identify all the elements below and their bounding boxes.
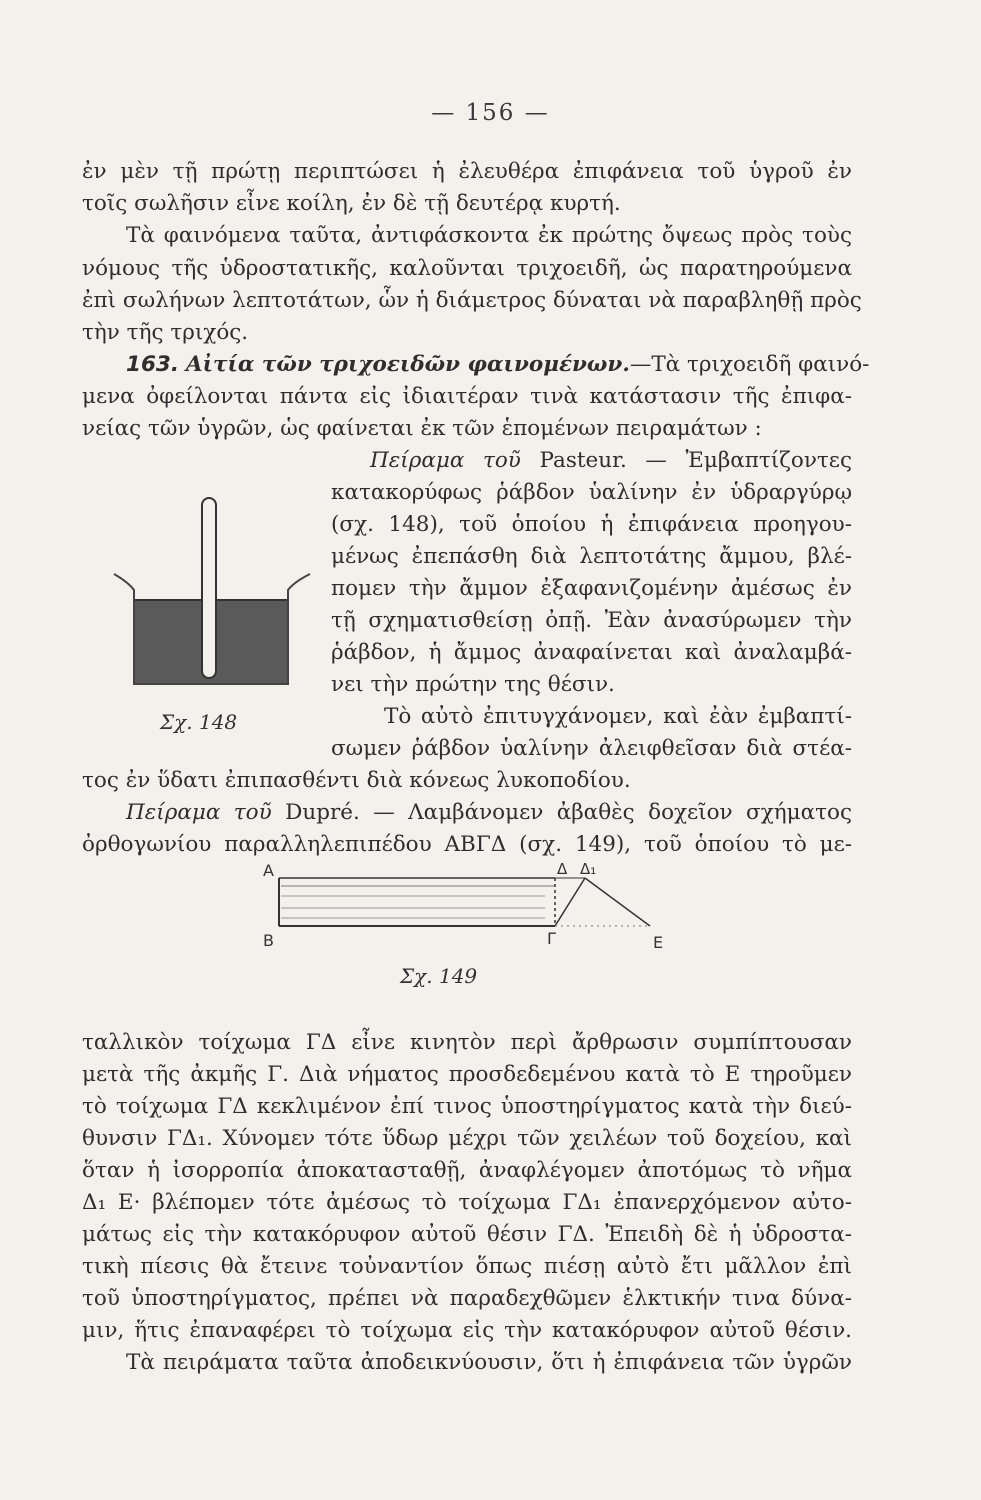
text-line: κατακορύφως ῥάβδον ὑαλίνην ἐν ὑδραργύρῳ — [331, 480, 852, 505]
text-line: Τὰ φαινόμενα ταῦτα, ἀντιφάσκοντα ἐκ πρώτης ὄψεως πρὸς τοὺς — [126, 223, 852, 248]
figure-label-epsilon: Ε — [653, 933, 664, 952]
text-line: ῥάβδον, ἡ ἄμμος ἀναφαίνεται καὶ ἀναλαμβά- — [331, 640, 852, 665]
text-line: νει τὴν πρώτην της θέσιν. — [331, 672, 615, 697]
text-fragment: — Ἐμβαπτίζοντες — [645, 448, 852, 473]
figure-label-b: B — [263, 931, 274, 950]
text-line: θυνσιν ΓΔ₁. Χύνομεν τότε ὕδωρ μέχρι τῶν χειλέων τοῦ δοχείου, καὶ — [82, 1126, 852, 1151]
figure-148-mercury-vessel — [110, 478, 315, 693]
text-line: πομεν τὴν ἄμμον ἐξαφανιζομένην ἀμέσως ἐν — [331, 576, 852, 601]
figure-149-caption: Σχ. 149 — [400, 964, 478, 988]
text-line: Τὸ αὐτὸ ἐπιτυγχάνομεν, καὶ ἐὰν ἐμβαπτί- — [384, 704, 852, 729]
figure-label-delta1: Δ₁ — [580, 862, 597, 878]
text-line: (σχ. 148), τοῦ ὁποίου ἡ ἐπιφάνεια προηγου- — [331, 512, 852, 537]
section-text: —Τὰ τριχοειδῆ φαινό- — [629, 352, 870, 377]
text-line: σωμεν ῥάβδον ὑαλίνην ἀλειφθεῖσαν διὰ στέα- — [331, 736, 852, 761]
section-title: Αἰτία τῶν τριχοειδῶν φαινομένων. — [185, 352, 630, 377]
figure-148-caption: Σχ. 148 — [160, 710, 238, 734]
text-fragment: — Λαμβάνομεν ἀβαθὲς δοχεῖον σχήματος — [373, 800, 852, 825]
text-line: ταλλικὸν τοίχωμα ΓΔ εἶνε κινητὸν περὶ ἄρθρωσιν συμπίπτουσαν — [82, 1030, 852, 1055]
text-line: ὀρθογωνίου παραλληλεπιπέδου ΑΒΓΔ (σχ. 149), τοῦ ὁποίου τὸ με- — [82, 832, 852, 857]
experiment-heading: Πείραμα τοῦ — [126, 800, 272, 825]
text-line: ἐν μὲν τῇ πρώτῃ περιπτώσει ἡ ἐλευθέρα ἐπιφάνεια τοῦ ὑγροῦ ἐν — [82, 159, 852, 184]
text-line: ὅταν ἡ ἰσορροπία ἀποκατασταθῇ, ἀναφλέγομεν ἀποτόμως τὸ νῆμα — [82, 1158, 852, 1183]
text-line — [370, 446, 852, 476]
text-line: νείας τῶν ὑγρῶν, ὡς φαίνεται ἐκ τῶν ἑπομένων πειραμάτων : — [82, 416, 762, 441]
text-line: τοῦ ὑποστηρίγματος, πρέπει νὰ παραδεχθῶμεν ἑλκτικήν τινα δύνα- — [82, 1286, 852, 1311]
figure-label-a: A — [263, 862, 274, 880]
text-line: μετὰ τῆς ἀκμῆς Γ. Διὰ νήματος προσδεδεμένου κατὰ τὸ Ε τηροῦμεν — [82, 1062, 852, 1087]
text-line: τικὴ πίεσις θὰ ἔτεινε τοὐναντίον ὅπως πιέσῃ αὐτὸ ἔτι μᾶλλον ἐπὶ — [82, 1254, 852, 1279]
text-line: μενα ὀφείλονται πάντα εἰς ἰδιαιτέραν τινὰ κατάστασιν τῆς ἐπιφα- — [82, 384, 852, 409]
page-number: — 156 — — [431, 100, 550, 126]
text-line: μάτως εἰς τὴν κατακόρυφον αὐτοῦ θέσιν ΓΔ. Ἐπειδὴ δὲ ἡ ὑδροστα- — [82, 1222, 852, 1247]
text-line: Δ₁ Ε· βλέπομεν τότε ἀμέσως τὸ τοίχωμα ΓΔ₁ ἐπανερχόμενον αὐτο- — [82, 1190, 852, 1215]
text-line: ἐπὶ σωλήνων λεπτοτάτων, ὧν ἡ διάμετρος δύναται νὰ παραβληθῇ πρὸς — [82, 288, 862, 313]
text-line: τοῖς σωλῆσιν εἶνε κοίλη, ἐν δὲ τῇ δευτέρᾳ κυρτή. — [82, 191, 621, 216]
experiment-heading: Πείραμα τοῦ — [370, 448, 521, 473]
text-line: νόμους τῆς ὑδροστατικῆς, καλοῦνται τριχοειδῆ, ὡς παρατηρούμενα — [82, 256, 852, 281]
text-line: τῇ σχηματισθείσῃ ὀπῇ. Ἐὰν ἀνασύρωμεν τὴν — [331, 608, 852, 633]
section-heading — [126, 350, 869, 380]
figure-label-gamma: Γ — [547, 929, 556, 948]
figure-label-delta: Δ — [557, 862, 568, 878]
experiment-name: Pasteur. — [539, 448, 627, 473]
text-line — [126, 798, 852, 828]
section-number: 163. — [126, 352, 180, 377]
text-line: μένως ἐπεπάσθη διὰ λεπτοτάτης ἄμμου, βλέ- — [331, 544, 852, 569]
text-line: Τὰ πειράματα ταῦτα ἀποδεικνύουσιν, ὅτι ἡ ἐπιφάνεια τῶν ὑγρῶν — [126, 1350, 852, 1375]
figure-149-vessel-diagram — [255, 862, 695, 962]
text-line: μιν, ἥτις ἐπαναφέρει τὸ τοίχωμα εἰς τὴν κατακόρυφον αὐτοῦ θέσιν. — [82, 1318, 852, 1343]
text-line: τὸ τοίχωμα ΓΔ κεκλιμένον ἐπί τινος ὑποστηρίγματος κατὰ τὴν διεύ- — [82, 1094, 852, 1119]
text-line: τος ἐν ὕδατι ἐπιπασθέντι διὰ κόνεως λυκοποδίου. — [82, 768, 631, 793]
experiment-name: Dupré. — [285, 800, 360, 825]
text-line: τὴν τῆς τριχός. — [82, 320, 249, 345]
